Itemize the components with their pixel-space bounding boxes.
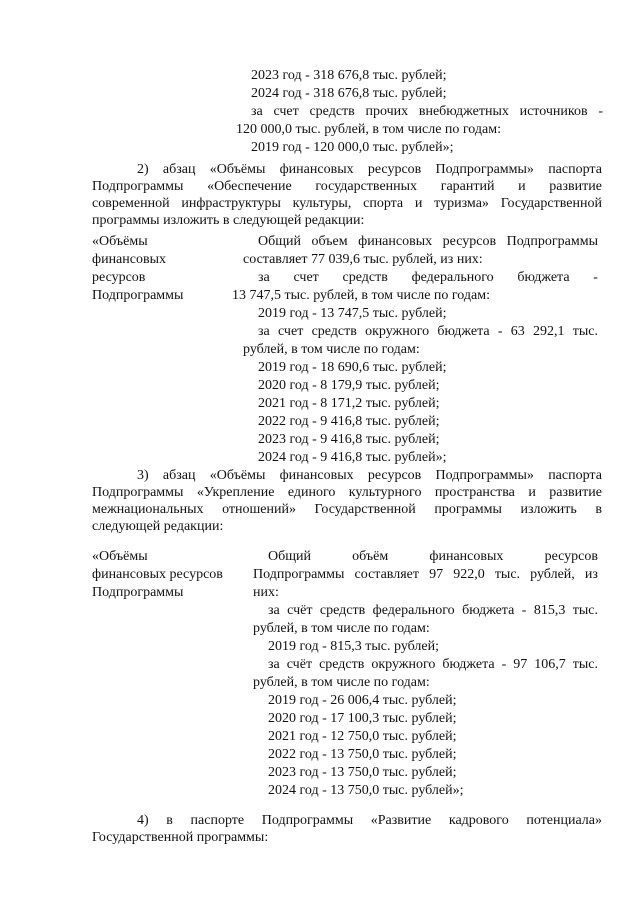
text-line: 2024 год - 318 676,8 тыс. рублей;	[251, 86, 447, 101]
table-cell-line: 2021 год - 8 171,2 тыс. рублей;	[258, 396, 440, 411]
table-cell-line: 2020 год - 17 100,3 тыс. рублей;	[268, 711, 457, 726]
table-cell-line: рублей, в том числе по годам:	[253, 675, 430, 690]
table-cell-line: 13 747,5 тыс. рублей, в том числе по годам:	[232, 288, 490, 303]
paragraph-line: программы изложить в следующей редакции:	[92, 213, 365, 228]
table-cell-line: Общий объем финансовых ресурсов Подпрограммы	[258, 234, 598, 249]
table-cell-line: них:	[253, 585, 279, 600]
paragraph-line: современной инфраструктуры культуры, спорта и туризма» Государственной	[92, 196, 602, 211]
paragraph-line: межнациональных отношений» Государственной программы изложить в	[92, 502, 602, 517]
table-cell-line: 2020 год - 8 179,9 тыс. рублей;	[258, 378, 440, 393]
table-cell-line: 2019 год - 26 006,4 тыс. рублей;	[268, 693, 457, 708]
table-cell-line: рублей, в том числе по годам:	[253, 621, 430, 636]
text-line: 2023 год - 318 676,8 тыс. рублей;	[251, 68, 447, 83]
table-cell-line: 2023 год - 13 750,0 тыс. рублей;	[268, 765, 457, 780]
table-label: «Объёмы	[92, 549, 148, 564]
paragraph-line: 2) абзац «Объёмы финансовых ресурсов Подпрограммы» паспорта	[137, 162, 602, 177]
word: прочих	[365, 104, 409, 119]
table-cell-line: 2023 год - 9 416,8 тыс. рублей;	[258, 432, 440, 447]
word: источников	[519, 104, 588, 119]
table-cell-line: Общий объём финансовых ресурсов	[268, 549, 598, 564]
table-cell-line: за счет средств окружного бюджета - 63 292,1 тыс.	[258, 324, 598, 339]
paragraph-line: 4) в паспорте Подпрограммы «Развитие кадрового потенциала»	[137, 813, 602, 828]
paragraph-4	[92, 812, 602, 846]
paragraph-3	[92, 467, 602, 535]
table-label: Подпрограммы	[92, 288, 184, 303]
table-cell-line: Подпрограммы составляет 97 922,0 тыс. рублей, из	[253, 567, 598, 582]
table-cell-line: 2021 год - 12 750,0 тыс. рублей;	[268, 729, 457, 744]
table-label: ресурсов	[92, 270, 146, 285]
table-cell-line: рублей, в том числе по годам:	[243, 342, 420, 357]
paragraph-line: следующей редакции:	[92, 519, 224, 534]
paragraph-line: Подпрограммы «Укрепление единого культурного пространства и развитие	[92, 485, 602, 500]
table-cell-line: 2024 год - 13 750,0 тыс. рублей»;	[268, 783, 464, 798]
word: -	[598, 104, 603, 119]
text-line: 2019 год - 120 000,0 тыс. рублей»;	[251, 140, 454, 155]
table-cell-line: 2019 год - 13 747,5 тыс. рублей;	[258, 306, 447, 321]
table-cell-line: 2019 год - 815,3 тыс. рублей;	[268, 639, 440, 654]
word: за	[251, 104, 263, 119]
paragraph-line: Государственной программы:	[92, 830, 269, 845]
paragraph-line: Подпрограммы «Обеспечение государственных гарантий и развитие	[92, 179, 602, 194]
table-cell-line: за счёт средств федерального бюджета - 815,3 тыс.	[268, 603, 598, 618]
table-cell-line: 2022 год - 13 750,0 тыс. рублей;	[268, 747, 457, 762]
table-cell-line: 2024 год - 9 416,8 тыс. рублей»;	[258, 450, 447, 465]
text-line: 120 000,0 тыс. рублей, в том числе по годам:	[236, 122, 501, 137]
paragraph-2	[92, 161, 602, 229]
table-cell-line: за счёт средств окружного бюджета - 97 106,7 тыс.	[268, 657, 598, 672]
table-cell-line: 2019 год - 18 690,6 тыс. рублей;	[258, 360, 447, 375]
paragraph-line: 3) абзац «Объёмы финансовых ресурсов Подпрограммы» паспорта	[137, 468, 602, 483]
table-label: финансовых	[92, 252, 166, 267]
word: счет	[273, 104, 299, 119]
text-line-justified	[251, 103, 603, 120]
table-label: «Объёмы	[92, 234, 148, 249]
table-label: финансовых ресурсов	[92, 567, 223, 582]
table-label: Подпрограммы	[92, 585, 184, 600]
table-cell-line: 2022 год - 9 416,8 тыс. рублей;	[258, 414, 440, 429]
word: средств	[309, 104, 355, 119]
table-cell-line: составляет 77 039,6 тыс. рублей, из них:	[243, 252, 483, 267]
table-cell-line: за счет средств федерального бюджета -	[258, 270, 598, 285]
word: внебюджетных	[418, 104, 509, 119]
